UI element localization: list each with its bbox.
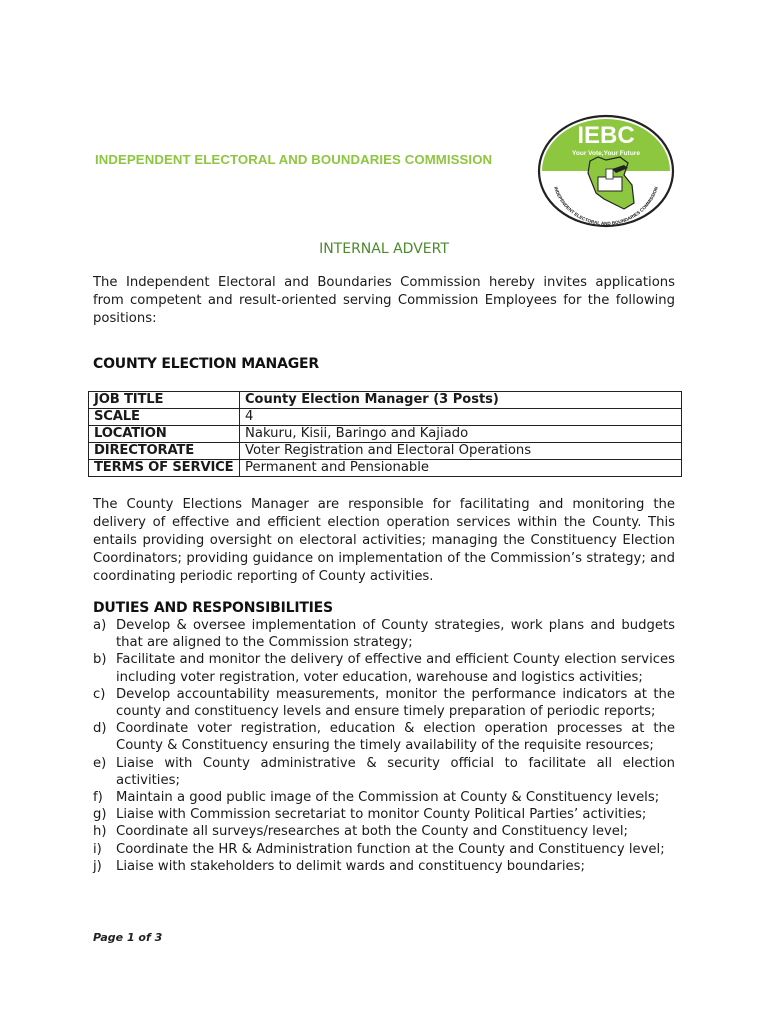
advert-title: INTERNAL ADVERT [319, 241, 449, 257]
list-item [93, 823, 675, 840]
list-item [93, 720, 675, 754]
row-key: TERMS OF SERVICE [89, 460, 240, 477]
table-row [89, 443, 682, 460]
position-heading: COUNTY ELECTION MANAGER [93, 356, 319, 372]
list-text: Facilitate and monitor the delivery of effective and efficient County election services including voter registration, voter education, warehouse and logistics activities; [116, 652, 675, 685]
duties-list [93, 617, 675, 875]
table-row [89, 426, 682, 443]
list-text: Maintain a good public image of the Commission at County & Constituency levels; [116, 790, 660, 806]
list-marker: j) [93, 858, 102, 874]
svg-text:INDEPENDENT ELECTORAL AND BOUN: INDEPENDENT ELECTORAL AND BOUNDARIES COMMISSION [553, 186, 659, 227]
page-number: Page 1 of 3 [93, 931, 163, 944]
intro-paragraph: The Independent Electoral and Boundaries Commission hereby invites applications from competent and result-oriented serving Commission Employees for the following positions: [93, 275, 675, 326]
list-marker: d) [93, 721, 107, 737]
list-item [93, 858, 675, 875]
row-value: Voter Registration and Electoral Operations [240, 443, 682, 460]
role-summary-paragraph: The County Elections Manager are responsible for facilitating and monitoring the delivery of effective and efficient election operation services within the County. This entails providing oversight on electoral activities; managing the Constituency Election Coordinators; providing guidance on implementation of the Commission’s strategy; and coordinating periodic reporting of County activities. [93, 497, 675, 584]
row-value: Permanent and Pensionable [240, 460, 682, 477]
row-key: LOCATION [89, 426, 240, 443]
list-item [93, 841, 675, 858]
row-key: SCALE [89, 409, 240, 426]
list-marker: e) [93, 755, 107, 771]
job-details-table [88, 391, 682, 477]
list-text: Develop & oversee implementation of County strategies, work plans and budgets that are aligned to the Commission strategy; [116, 618, 675, 651]
list-item [93, 806, 675, 823]
list-marker: a) [93, 618, 107, 633]
list-text: Liaise with stakeholders to delimit wards and constituency boundaries; [116, 858, 585, 874]
row-value: Nakuru, Kisii, Baringo and Kajiado [240, 426, 682, 443]
iebc-logo-icon [536, 113, 676, 229]
list-item [93, 686, 675, 720]
row-key: JOB TITLE [89, 392, 240, 409]
table-row [89, 392, 682, 409]
list-text: Liaise with County administrative & security official to facilitate all election activities; [116, 755, 675, 788]
list-item [93, 755, 675, 789]
list-text: Develop accountability measurements, monitor the performance indicators at the county and constituency levels and ensure timely preparation of periodic reports; [116, 686, 675, 720]
list-item [93, 617, 675, 651]
list-item [93, 651, 675, 685]
list-item [93, 789, 675, 806]
list-text: Coordinate the HR & Administration function at the County and Constituency level; [116, 841, 665, 857]
row-key: DIRECTORATE [89, 443, 240, 460]
list-marker: b) [93, 652, 107, 668]
svg-text:IEBC: IEBC [577, 122, 635, 149]
list-marker: h) [93, 824, 107, 840]
table-row [89, 409, 682, 426]
list-marker: i) [93, 841, 102, 857]
list-marker: g) [93, 807, 107, 823]
org-name: INDEPENDENT ELECTORAL AND BOUNDARIES COMMISSION [95, 152, 493, 167]
list-marker: f) [93, 790, 103, 806]
row-value: County Election Manager (3 Posts) [240, 392, 682, 409]
list-text: Coordinate all surveys/researches at both the County and Constituency level; [116, 824, 628, 840]
list-text: Liaise with Commission secretariat to monitor County Political Parties’ activities; [116, 807, 647, 823]
duties-heading: DUTIES AND RESPONSIBILITIES [93, 600, 333, 616]
svg-text:Your Vote,Your Future: Your Vote,Your Future [572, 150, 640, 157]
list-marker: c) [93, 686, 106, 702]
row-value: 4 [240, 409, 682, 426]
table-row [89, 460, 682, 477]
list-text: Coordinate voter registration, education & election operation processes at the County & Constituency ensuring the timely availability of the requisite resources; [116, 721, 675, 754]
